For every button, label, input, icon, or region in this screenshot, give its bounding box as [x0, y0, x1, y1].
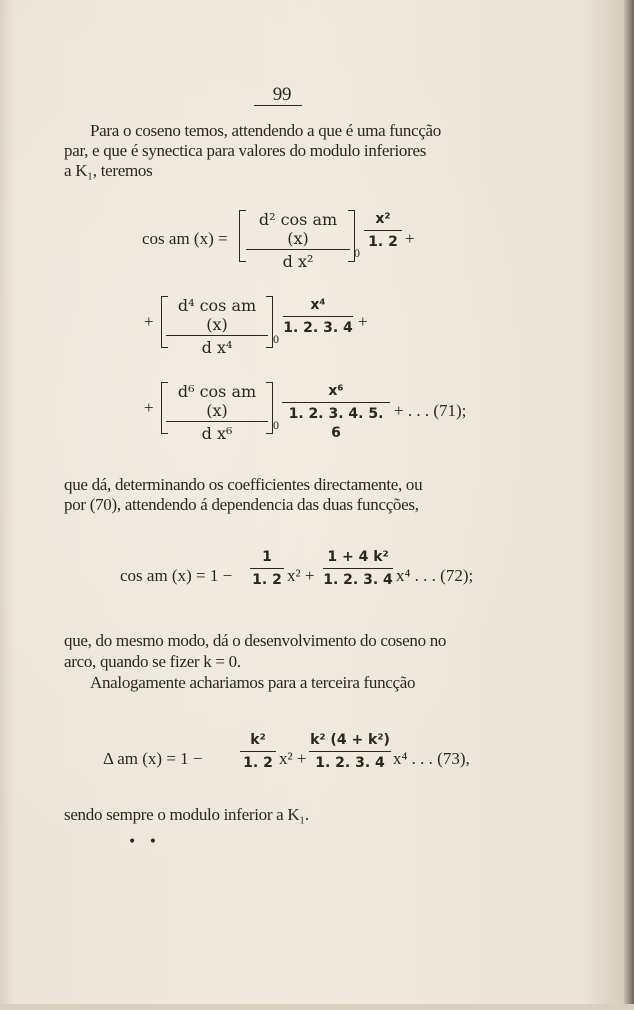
- eq71-term1-factorial: [364, 210, 402, 252]
- eq72-mid: x² +: [287, 566, 315, 585]
- eq71-term1-num: d² cos am (x): [258, 210, 338, 248]
- eq71-bracket-left-1: [239, 210, 246, 262]
- eq71-term1-frac-num: x²: [375, 211, 391, 227]
- eq71-bracket-right-3: [266, 382, 273, 434]
- eq71-term2-derivative: [166, 296, 268, 357]
- eq72-tail: x⁴ . . . (72);: [396, 566, 474, 585]
- eq71-term3-den: d x⁶: [201, 424, 233, 443]
- eq71-bracket-right-2: [266, 296, 273, 348]
- paragraph-3-line-1: que, do mesmo modo, dá o desenvolvimento do coseno no: [64, 631, 447, 650]
- paragraph-4: Analogamente achariamos para a terceira funcção: [90, 673, 416, 692]
- eq73-mid: x² +: [279, 749, 307, 768]
- page-edge-shadow: [624, 0, 634, 1010]
- eq71-plus-4: +: [144, 398, 154, 417]
- paragraph-2-line-1: que dá, determinando os coefficientes directamente, ou: [64, 475, 423, 494]
- eq71-term3-num: d⁶ cos am (x): [177, 382, 257, 420]
- eq73-fraction-2: [309, 731, 391, 773]
- eq72-f1-den: 1. 2: [252, 572, 282, 588]
- eq72-fraction-1: [250, 548, 284, 590]
- eq71-term3-factorial: [282, 382, 390, 443]
- eq71-term3-frac-num: x⁶: [328, 383, 344, 399]
- eq73-fraction-1: [240, 731, 276, 773]
- eq71-term2-sub: 0: [273, 332, 279, 346]
- page-number-rule: [254, 105, 302, 106]
- eq71-term3-frac-den: 1. 2. 3. 4. 5. 6: [288, 406, 384, 441]
- eq73-f1-num: k²: [250, 732, 266, 748]
- eq71-term2-den: d x⁴: [201, 338, 233, 357]
- eq71-term2-num: d⁴ cos am (x): [177, 296, 257, 334]
- eq71-plus-2: +: [144, 312, 154, 331]
- eq71-plus-3: +: [358, 312, 368, 331]
- eq71-term3-sub: 0: [273, 418, 279, 432]
- eq71-term1-derivative: [246, 210, 350, 271]
- paragraph-5: sendo sempre o modulo inferior a K₁.: [64, 805, 309, 824]
- footer-marks: • •: [128, 834, 161, 850]
- eq71-term3-derivative: [166, 382, 268, 443]
- eq73-f2-den: 1. 2. 3. 4: [315, 755, 385, 771]
- page-number: 99: [272, 84, 292, 105]
- eq73-lhs: Δ am (x) = 1 −: [103, 749, 203, 768]
- eq71-tail: + . . . (71);: [394, 401, 467, 420]
- eq71-plus-1: +: [405, 229, 415, 248]
- eq71-term1-den: d x²: [282, 252, 314, 271]
- eq73-tail: x⁴ . . . (73),: [393, 749, 470, 768]
- eq72-f1-num: 1: [262, 549, 272, 565]
- eq72-lhs: cos am (x) = 1 −: [120, 566, 233, 585]
- paragraph-1-line-1: Para o coseno temos, attendendo a que é uma funcção: [90, 121, 442, 140]
- paragraph-1-line-2: par, e que é synectica para valores do modulo inferiores: [64, 141, 427, 160]
- eq71-term2-factorial: [283, 296, 353, 338]
- paragraph-1-line-3: a K₁, teremos: [64, 161, 153, 180]
- eq73-f1-den: 1. 2: [243, 755, 273, 771]
- eq71-lhs: cos am (x) =: [142, 229, 228, 248]
- eq72-fraction-2: [323, 548, 393, 590]
- eq72-f2-den: 1. 2. 3. 4: [323, 572, 393, 588]
- eq71-term2-frac-den: 1. 2. 3. 4: [283, 320, 353, 336]
- eq72-f2-num: 1 + 4 k²: [327, 549, 389, 565]
- eq71-term2-frac-num: x⁴: [310, 297, 326, 313]
- eq71-term1-sub: 0: [354, 246, 360, 260]
- page-bottom-edge: [0, 1004, 634, 1010]
- paragraph-2-line-2: por (70), attendendo á dependencia das duas funcções,: [64, 495, 419, 514]
- eq73-f2-num: k² (4 + k²): [310, 732, 390, 748]
- paragraph-3-line-2: arco, quando se fizer k = 0.: [64, 652, 241, 671]
- eq71-term1-frac-den: 1. 2: [368, 234, 398, 250]
